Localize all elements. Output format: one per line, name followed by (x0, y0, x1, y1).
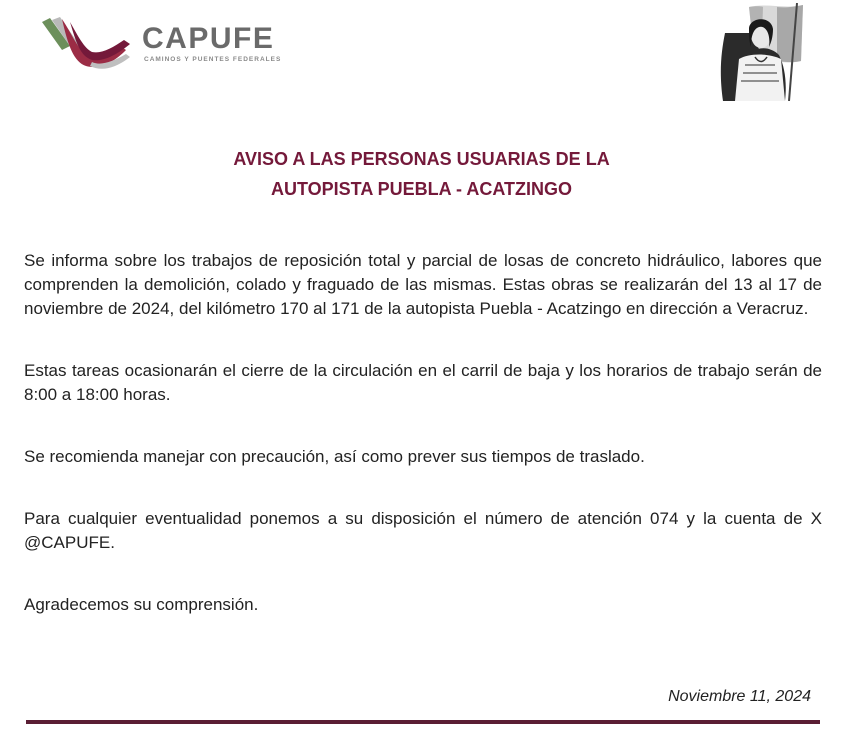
logo-wordmark: CAPUFE (142, 22, 275, 55)
paragraph-closure: Estas tareas ocasionarán el cierre de la circulación en el carril de baja y los horarios de trabajo serán de 8:00 a 18:00 horas. (24, 361, 822, 404)
capufe-emblem-icon (40, 16, 136, 72)
header (0, 0, 843, 110)
notice-date: Noviembre 11, 2024 (668, 688, 811, 705)
footer-divider (26, 720, 820, 724)
notice-body (24, 249, 822, 617)
heroine-illustration-icon (715, 3, 805, 101)
notice-title-line-2: AUTOPISTA PUEBLA - ACATZINGO (271, 179, 572, 199)
paragraph-thanks: Agradecemos su comprensión. (24, 595, 259, 614)
notice-title (0, 144, 843, 204)
capufe-logo (40, 12, 290, 72)
logo-subtitle: CAMINOS Y PUENTES FEDERALES (144, 56, 282, 63)
paragraph-caution: Se recomienda manejar con precaución, así como prever sus tiempos de traslado. (24, 447, 645, 466)
paragraph-contact: Para cualquier eventualidad ponemos a su disposición el número de atención 074 y la cuenta de X @CAPUFE. (24, 509, 822, 552)
paragraph-works: Se informa sobre los trabajos de reposición total y parcial de losas de concreto hidráulico, labores que comprenden la demolición, colado y fraguado de las mismas. Estas obras se realizarán del 13 al 17 de noviembre de 2024, del kilómetro 170 al 171 de la autopista Puebla - Acatzingo en dirección a Veracruz. (24, 251, 822, 318)
notice-title-line-1: AVISO A LAS PERSONAS USUARIAS DE LA (233, 149, 610, 169)
